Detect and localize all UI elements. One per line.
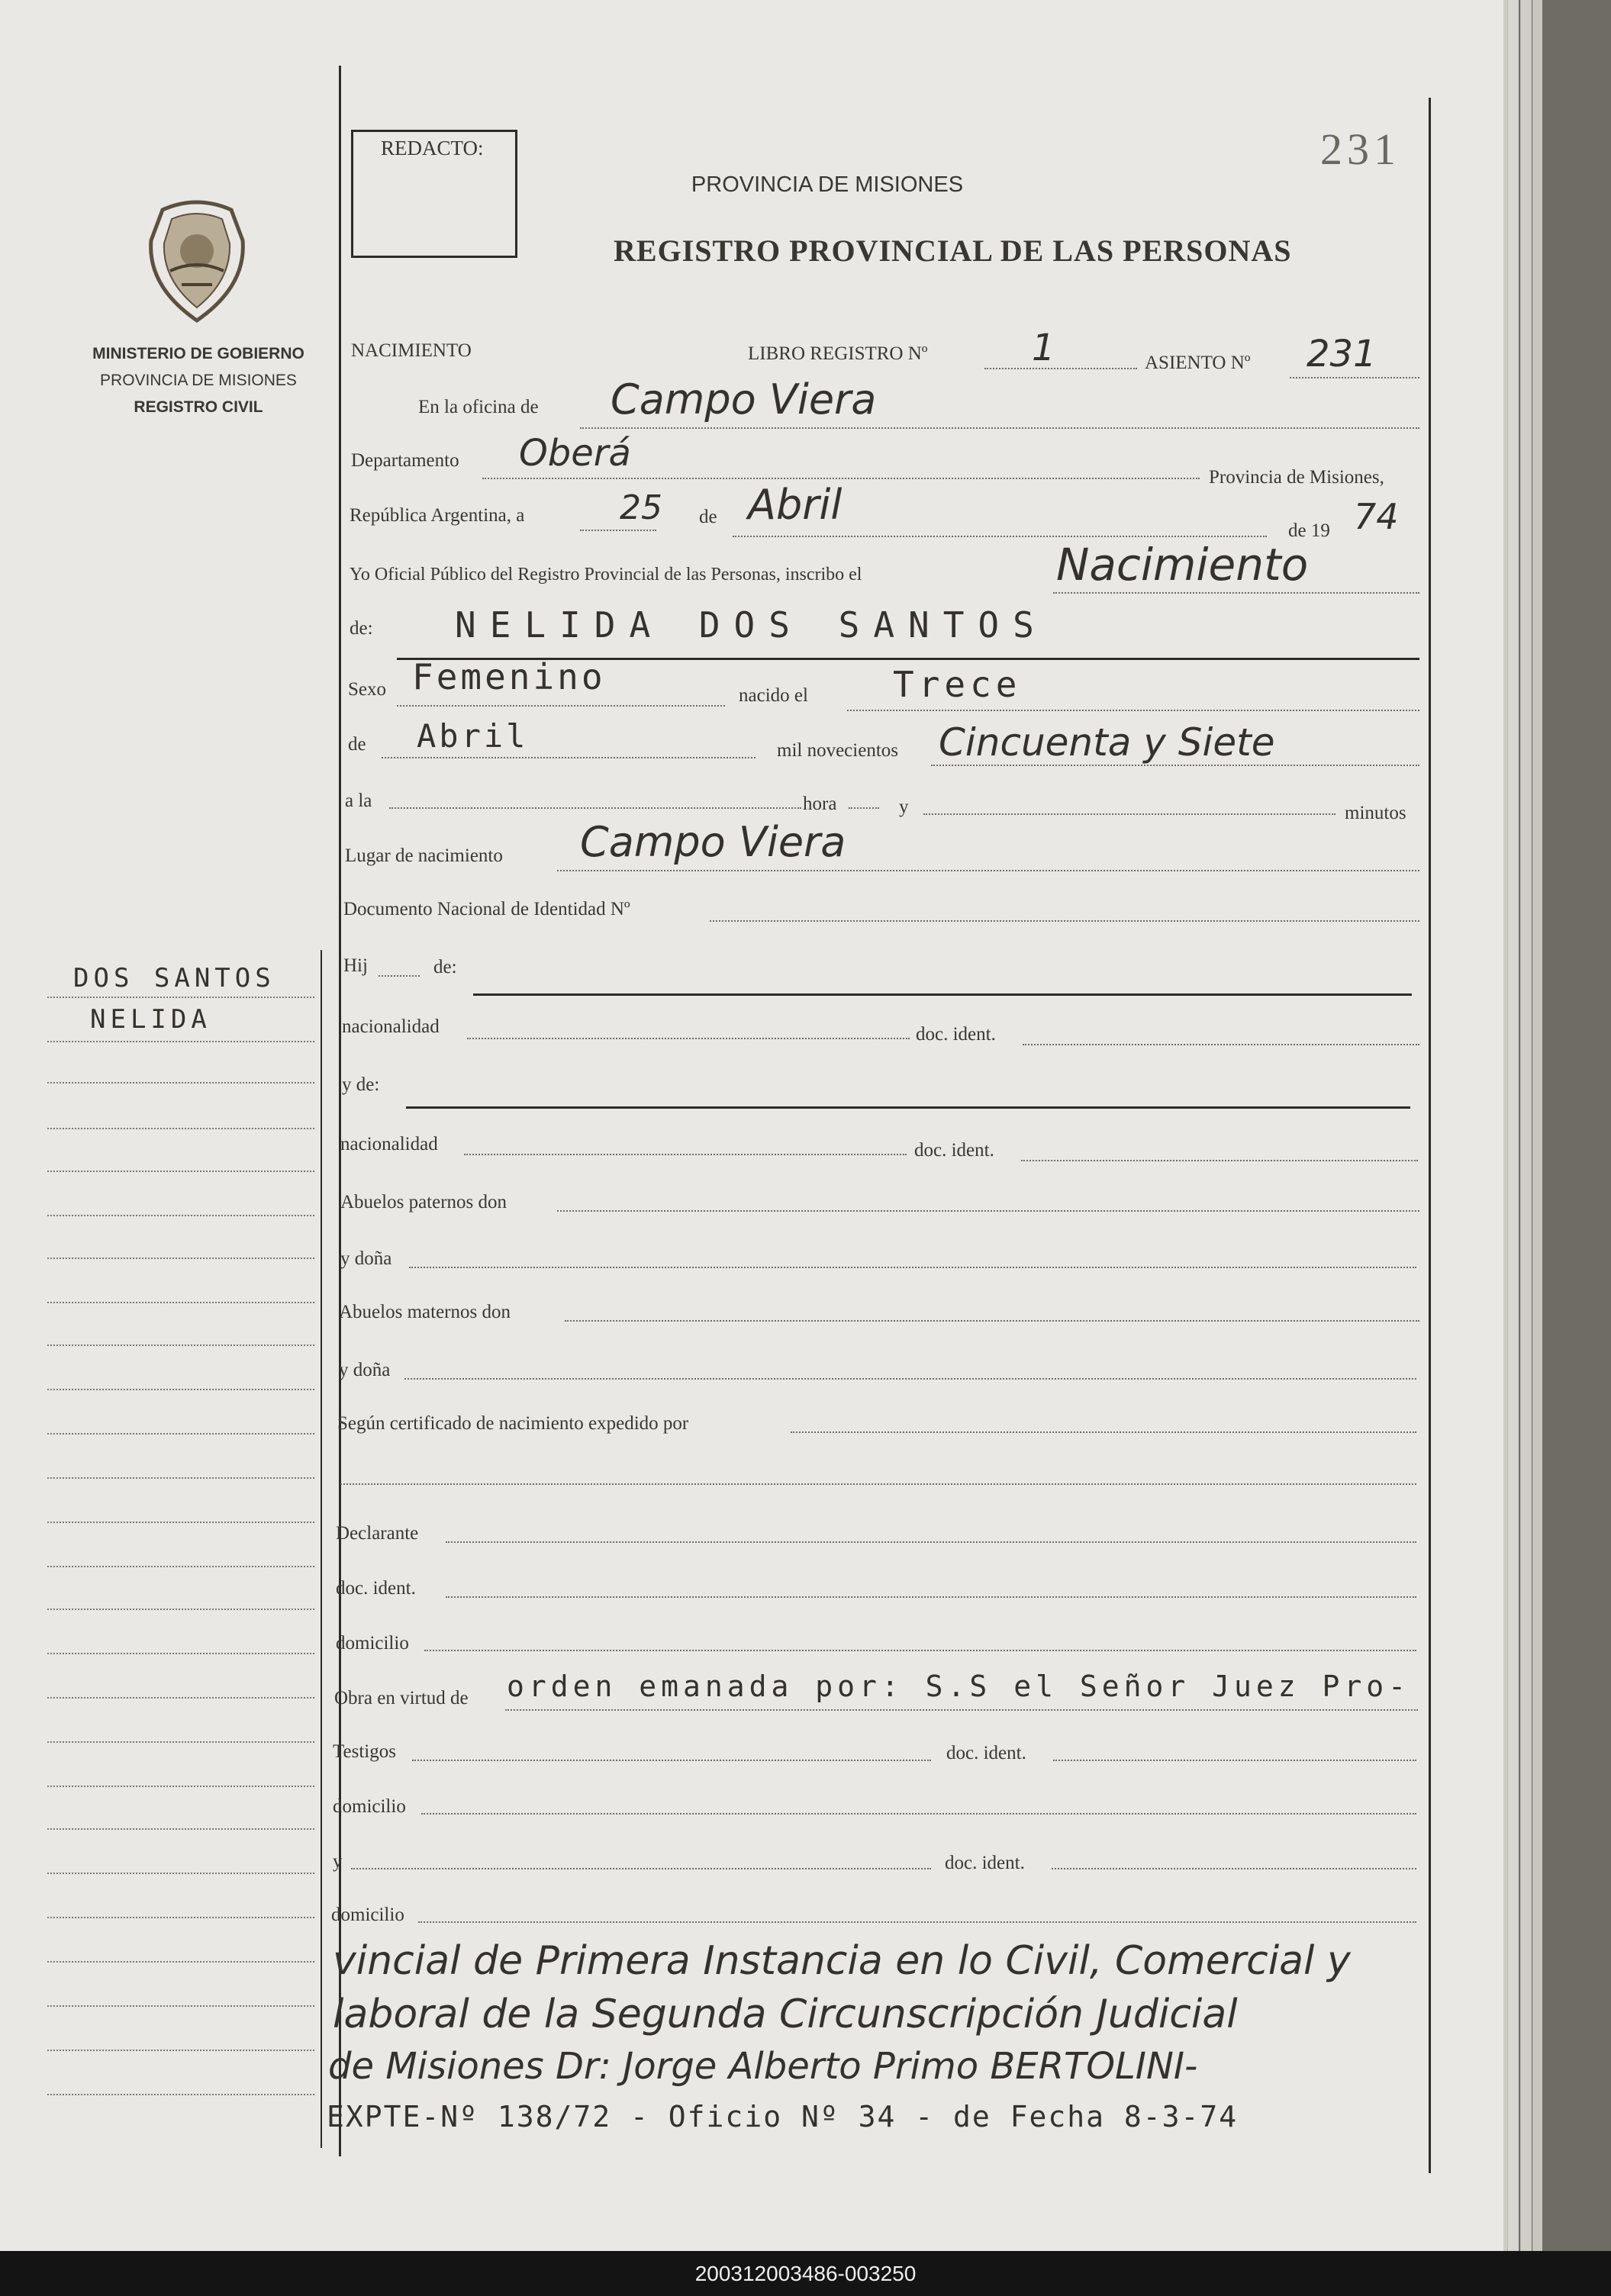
sexo-line [397,705,725,707]
margin-rule [321,950,322,2148]
y2-line [351,1868,931,1869]
hij-de-label: de: [433,957,457,977]
dni-label: Documento Nacional de Identidad Nº [343,899,630,919]
inscribo-line [1053,592,1419,594]
lugar-line [557,870,1419,871]
page-stack-edge [1532,0,1542,2251]
doc-ident-line-2 [1021,1160,1418,1161]
domicilio-line-1 [424,1650,1416,1651]
notes-line-1: vincial de Primera Instancia en lo Civil, Comercial y [333,1938,1351,1984]
redacto-label: REDACTO: [381,137,484,159]
oficina-line [580,427,1419,429]
margin-line [47,2094,314,2095]
margin-line [47,1653,314,1654]
inscribo-value: Nacimiento [1056,539,1309,591]
departamento-label: Departamento [351,450,459,471]
dia-line [580,530,656,531]
republica-label: República Argentina, a [350,505,525,526]
mes2-line [382,757,756,758]
provincia-label: Provincia de Misiones, [1209,467,1384,488]
oficina-label: En la oficina de [418,397,539,417]
ministry-line-1: MINISTERIO DE GOBIERNO [92,345,304,362]
margin-line [47,1741,314,1743]
declarante-line [446,1541,1416,1543]
margin-line [47,1522,314,1523]
doc-ident-line-1 [1023,1044,1419,1045]
margin-line [47,1608,314,1610]
y-label: y [899,797,909,817]
nacido-value: Trece [893,664,1022,705]
doc-ident-line-5 [1052,1868,1416,1869]
y-dona-line-2 [404,1378,1416,1380]
margin-line [47,1082,314,1084]
margin-note-line-1: DOS SANTOS [73,963,275,993]
abuelos-paternos-line [557,1210,1419,1212]
sexo-label: Sexo [348,679,386,700]
anio-value: 74 [1354,496,1399,537]
libro-line [984,368,1137,369]
minutos-line [923,813,1336,815]
notes-line-2: laboral de la Segunda Circunscripción Judicial [333,1992,1238,2037]
domicilio-label-1: domicilio [336,1633,409,1654]
asiento-label: ASIENTO Nº [1145,353,1251,373]
doc-ident-label-1: doc. ident. [916,1024,996,1045]
margin-line [47,1873,314,1874]
nacionalidad-label-1: nacionalidad [342,1016,440,1037]
ministry-line-3: REGISTRO CIVIL [134,398,263,416]
anio-prefix: de 19 [1288,520,1330,541]
nacimiento-label: NACIMIENTO [351,340,472,361]
margin-line [47,1477,314,1479]
province-header: PROVINCIA DE MISIONES [691,172,964,197]
margin-line [47,2005,314,2007]
page-number: 231 [1320,124,1400,174]
mil-value: Cincuenta y Siete [939,720,1275,765]
doc-ident-label-3: doc. ident. [336,1578,416,1599]
margin-rule-line [47,997,314,998]
margin-line [47,1917,314,1918]
hij-label: Hij [343,955,368,976]
page-stack-edge [1520,0,1532,2251]
oficina-value: Campo Viera [611,375,877,423]
margin-line [47,1961,314,1963]
dni-line [710,920,1419,922]
mes-value: Abril [748,481,843,529]
mil-label: mil novecientos [777,740,898,761]
nacionalidad-label-2: nacionalidad [340,1134,438,1154]
hora-label: hora [803,794,837,814]
margin-line [47,1171,314,1172]
doc-ident-label-5: doc. ident. [945,1853,1025,1873]
y-dona-line-1 [409,1267,1416,1268]
testigos-line [412,1760,931,1761]
margin-line [47,1697,314,1699]
asiento-value: 231 [1307,333,1377,375]
declarante-label: Declarante [336,1523,419,1544]
margin-line [47,1344,314,1346]
mes2-value: Abril [417,717,529,755]
de-label: de [699,507,717,527]
y2-label: y [333,1851,343,1872]
y-de-line [406,1106,1410,1109]
y-dona-label-2: y doña [339,1360,391,1380]
abuelos-maternos-label: Abuelos maternos don [339,1302,511,1322]
nacionalidad-line-1 [467,1038,910,1039]
departamento-line [482,478,1200,479]
province-seal-icon [140,195,254,324]
domicilio-line-2 [421,1813,1416,1815]
ministry-line-2: PROVINCIA DE MISIONES [100,372,297,389]
hij-de-line [473,993,1412,996]
segun-line [791,1431,1416,1433]
nacido-label: nacido el [739,685,808,706]
ala-label: a la [345,791,372,811]
margin-line [47,2050,314,2051]
lugar-value: Campo Viera [580,818,846,866]
lugar-label: Lugar de nacimiento [345,845,503,866]
doc-ident-label-4: doc. ident. [946,1743,1026,1763]
image-code-footer: 200312003486-003250 [0,2251,1611,2296]
margin-line [47,1128,314,1129]
doc-ident-line-3 [446,1596,1416,1598]
de-nombre-label: de: [350,618,373,639]
abuelos-maternos-line [565,1320,1419,1322]
hij-line [379,975,420,977]
testigos-label: Testigos [333,1741,396,1762]
ala-line [389,807,801,809]
libro-value: 1 [1032,327,1055,369]
page-stack-edge [1507,0,1519,2251]
margin-line [47,1389,314,1390]
redacto-box [351,130,517,258]
margin-line [47,1786,314,1787]
oficial-label: Yo Oficial Público del Registro Provincial de las Personas, inscribo el [350,565,862,584]
minutos-label: minutos [1345,803,1406,823]
y-de-label: y de: [342,1074,380,1095]
mes-line [733,536,1267,537]
nacido-line [847,710,1419,711]
hora-line [849,807,879,809]
dia-value: 25 [620,488,662,527]
margin-note-line-2: NELIDA [90,1004,211,1035]
ministry-block [46,340,351,420]
domicilio-label-2: domicilio [333,1796,406,1817]
nombre-value: NELIDA DOS SANTOS [455,604,1048,646]
nacionalidad-line-2 [464,1154,907,1155]
obra-value: orden emanada por: S.S el Señor Juez Pro- [507,1670,1410,1703]
margin-line [47,1566,314,1567]
margin-line [47,1215,314,1216]
segun-line-2 [340,1483,1416,1485]
departamento-value: Oberá [519,432,631,475]
libro-registro-label: LIBRO REGISTRO Nº [748,343,928,364]
margin-line [47,1828,314,1830]
doc-ident-label-2: doc. ident. [914,1140,994,1161]
margin-line [47,1302,314,1303]
abuelos-paternos-label: Abuelos paternos don [340,1192,507,1212]
segun-label: Según certificado de nacimiento expedido por [337,1413,689,1434]
right-rule [1429,98,1431,2173]
doc-ident-line-4 [1053,1760,1416,1761]
margin-line [47,1257,314,1259]
mil-line [931,765,1419,766]
domicilio-label-3: domicilio [331,1905,404,1925]
domicilio-line-3 [418,1921,1416,1923]
y-dona-label-1: y doña [340,1248,392,1269]
obra-label: Obra en virtud de [334,1688,469,1708]
margin-line [47,1041,314,1042]
notes-line-4: EXPTE-Nº 138/72 - Oficio Nº 34 - de Fecha 8-3-74 [327,2100,1239,2133]
sexo-value: Femenino [412,656,606,697]
asiento-line [1290,377,1419,378]
margin-line [47,1433,314,1435]
obra-line [505,1709,1418,1711]
de2-label: de [348,734,366,755]
notes-line-3: de Misiones Dr: Jorge Alberto Primo BERTOLINI- [328,2045,1198,2088]
registry-header: REGISTRO PROVINCIAL DE LAS PERSONAS [614,233,1292,268]
